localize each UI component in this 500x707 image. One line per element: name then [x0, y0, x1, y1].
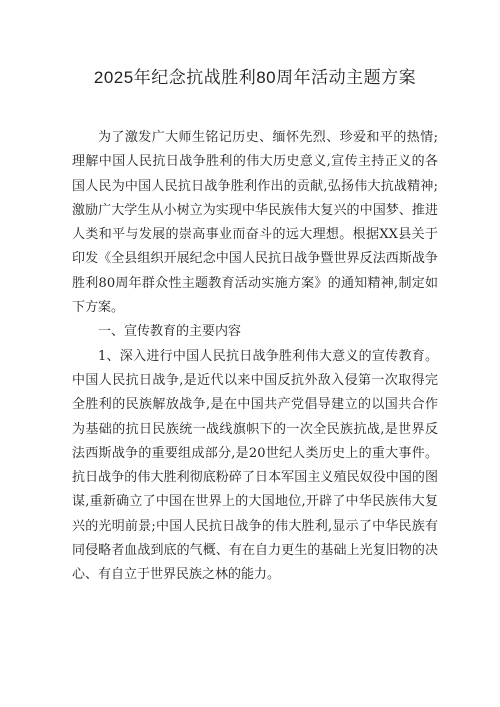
document-title: 2025年纪念抗战胜利80周年活动主题方案: [93, 68, 417, 87]
document-body: [72, 126, 438, 588]
section-heading: 一、宣传教育的主要内容: [98, 324, 242, 340]
intro-paragraph: 为了激发广大师生铭记历史、缅怀先烈、珍爱和平的热情;理解中国人民抗日战争胜利的伟大历史意义,宣传主持正义的各国人民为中国人民抗日战争胜利作出的贡献,弘扬伟大抗战精神;激励广大学生从小树立为实现中华民族伟大复兴的中国梦、推进人类和平与发展的崇高事业而奋斗的远大理想。根据XX县关于印发《全县组织开展纪念中国人民抗日战争暨世界反法西斯战争胜利80周年群众性主题教育活动实施方案》的通知精神,制定如下方案。: [72, 130, 438, 316]
body-paragraph: 1、深入进行中国人民抗日战争胜利伟大意义的宣传教育。中国人民抗日战争,是近代以来中国反抗外敌入侵第一次取得完全胜利的民族解放战争,是在中国共产党倡导建立的以国共合作为基础的抗日民族统一战线旗帜下的一次全民族抗战,是世界反法西斯战争的重要组成部分,是20世纪人类历史上的重大事件。抗日战争的伟大胜利彻底粉碎了日本军国主义殖民奴役中国的图谋,重新确立了中国在世界上的大国地位,开辟了中华民族伟大复兴的光明前景;中国人民抗日战争的伟大胜利,显示了中华民族有同侵略者血战到底的气概、有在自力更生的基础上光复旧物的决心、有自立于世界民族之林的能力。: [72, 348, 438, 583]
